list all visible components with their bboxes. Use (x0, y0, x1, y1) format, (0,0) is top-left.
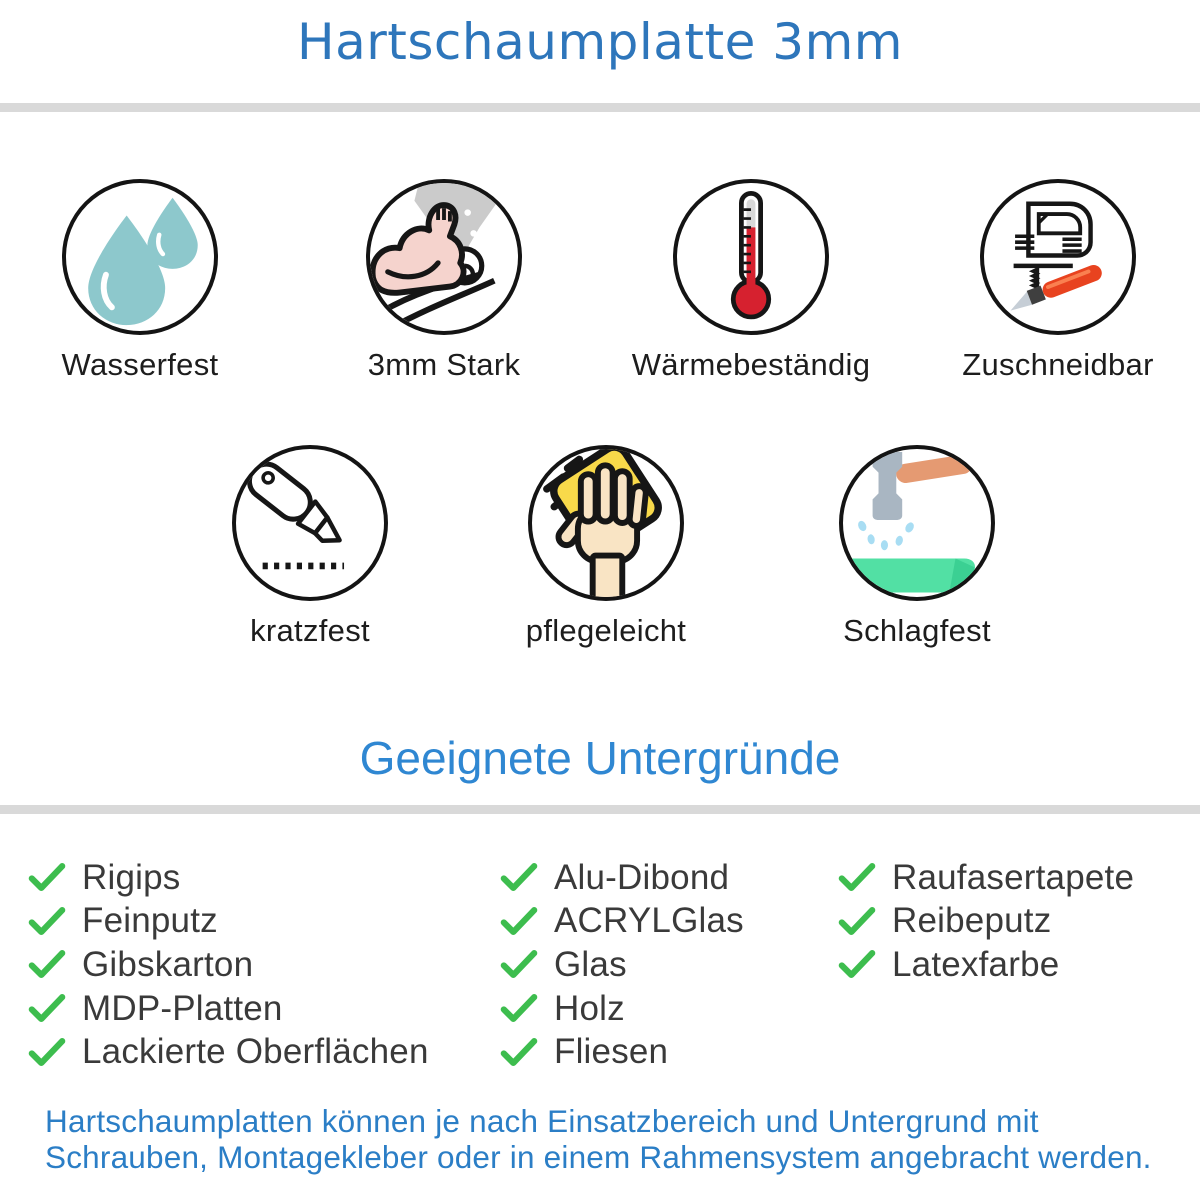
mounting-note-line1: Hartschaumplatten können je nach Einsatzbereich und Untergrund mit (45, 1103, 1039, 1139)
muscle-arm-icon (370, 183, 518, 331)
list-item-label: MDP-Platten (82, 988, 283, 1028)
check-icon (500, 949, 538, 980)
list-item-label: Holz (554, 988, 625, 1028)
list-item-label: Fliesen (554, 1032, 669, 1072)
list-item-label: Rigips (82, 857, 181, 897)
feature-circle (232, 445, 388, 601)
list-item-label: Glas (554, 944, 627, 984)
list-item-label: Raufasertapete (892, 857, 1135, 897)
check-icon (28, 1037, 66, 1068)
feature-label: kratzfest (250, 613, 370, 648)
feature-schlagfest (757, 445, 1077, 649)
jigsaw-knife-icon (984, 183, 1132, 331)
list-item (28, 900, 429, 944)
list-item (838, 856, 1134, 900)
list-item (28, 987, 429, 1031)
substrate-column-3 (838, 856, 1134, 987)
feature-circle (673, 179, 829, 335)
feature-3mm-stark (284, 179, 604, 383)
feature-label: Wasserfest (61, 347, 219, 382)
utility-knife-icon (236, 449, 384, 597)
list-item (500, 856, 744, 900)
list-item (28, 856, 429, 900)
list-item-label: Latexfarbe (892, 944, 1060, 984)
mounting-note (45, 1104, 1152, 1175)
water-drops-icon (66, 183, 214, 331)
feature-circle (366, 179, 522, 335)
cleaning-hand-icon (532, 449, 680, 597)
feature-label: Zuschneidbar (962, 347, 1154, 382)
feature-label: pflegeleicht (525, 613, 687, 648)
mounting-note-line2: Schrauben, Montagekleber oder in einem Rahmensystem angebracht werden. (45, 1138, 1152, 1175)
check-icon (838, 862, 876, 893)
check-icon (838, 906, 876, 937)
feature-kratzfest (150, 445, 470, 649)
feature-label: Schlagfest (843, 613, 991, 648)
list-item-label: ACRYLGlas (554, 901, 744, 941)
check-icon (500, 862, 538, 893)
divider-middle (0, 805, 1200, 814)
thermometer-icon (677, 183, 825, 331)
feature-label: Wärmebeständig (631, 347, 871, 382)
feature-waermebestaendig (591, 179, 911, 383)
list-item (28, 1030, 429, 1074)
feature-label: 3mm Stark (367, 347, 521, 382)
substrate-column-1 (28, 856, 429, 1074)
feature-circle (528, 445, 684, 601)
feature-circle (980, 179, 1136, 335)
feature-circle (839, 445, 995, 601)
list-item-label: Lackierte Oberflächen (82, 1032, 429, 1072)
section-title: Geeignete Untergründe (359, 732, 841, 784)
list-item-label: Feinputz (82, 901, 218, 941)
list-item (500, 987, 744, 1031)
list-item (500, 943, 744, 987)
list-item-label: Alu-Dibond (554, 857, 730, 897)
check-icon (500, 906, 538, 937)
list-item-label: Gibskarton (82, 944, 254, 984)
check-icon (500, 993, 538, 1024)
check-icon (838, 949, 876, 980)
check-icon (28, 906, 66, 937)
feature-pflegeleicht (446, 445, 766, 649)
list-item (500, 1030, 744, 1074)
list-item (500, 900, 744, 944)
check-icon (28, 993, 66, 1024)
check-icon (28, 862, 66, 893)
feature-zuschneidbar (898, 179, 1200, 383)
hammer-icon (843, 449, 991, 597)
list-item (838, 943, 1134, 987)
check-icon (28, 949, 66, 980)
substrate-column-2 (500, 856, 744, 1074)
feature-circle (62, 179, 218, 335)
list-item (838, 900, 1134, 944)
check-icon (500, 1037, 538, 1068)
page-title: Hartschaumplatte 3mm (296, 13, 904, 71)
feature-wasserfest (0, 179, 300, 383)
divider-top (0, 103, 1200, 112)
list-item (28, 943, 429, 987)
list-item-label: Reibeputz (892, 901, 1052, 941)
